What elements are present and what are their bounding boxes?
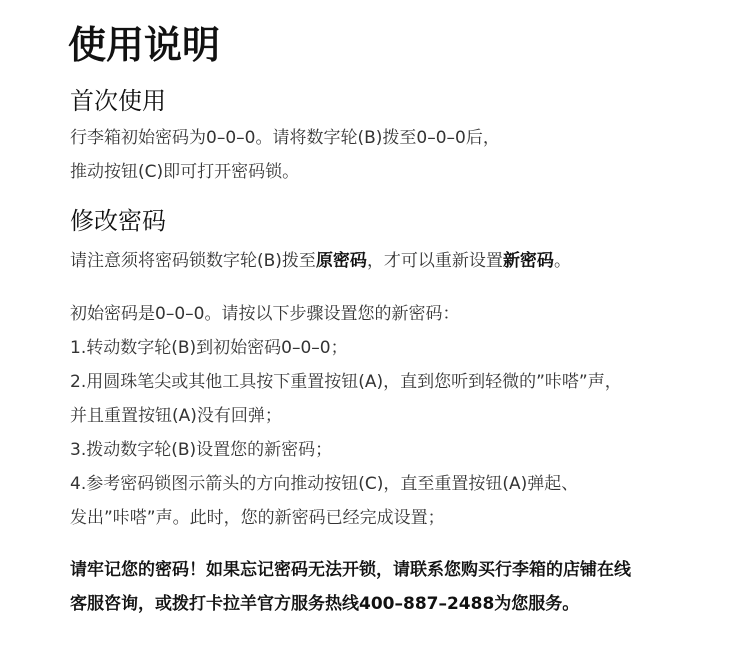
- steps-intro: 初始密码是0–0–0。请按以下步骤设置您的新密码：: [70, 304, 460, 324]
- section-heading-change-password: 修改密码: [70, 207, 166, 235]
- intro-text-1: 请注意须将密码锁数字轮(B)拨至: [70, 251, 316, 271]
- intro-bold-original-password: 原密码: [315, 251, 367, 271]
- step-line-3: 3.拨动数字轮(B)设置您的新密码；: [70, 440, 333, 460]
- intro-text-3: 。: [553, 251, 571, 271]
- intro-bold-new-password: 新密码: [502, 251, 554, 271]
- change-password-intro: [70, 249, 571, 273]
- step-line-4-cont: 发出”咔嗒”声。此时，您的新密码已经完成设置；: [70, 508, 445, 528]
- step-line-2-cont: 并且重置按钮(A)没有回弹；: [70, 406, 282, 426]
- notice-line-2: 客服咨询，或拨打卡拉羊官方服务热线400–887–2488为您服务。: [70, 594, 580, 614]
- page-title: 使用说明: [68, 23, 221, 67]
- step-line-2: 2.用圆珠笔尖或其他工具按下重置按钮(A)，直到您听到轻微的”咔嗒”声，: [70, 372, 622, 392]
- step-line-1: 1.转动数字轮(B)到初始密码0–0–0；: [70, 338, 348, 358]
- intro-text-2: ，才可以重新设置: [366, 251, 503, 271]
- first-use-line-2: 推动按钮(C)即可打开密码锁。: [70, 162, 300, 182]
- first-use-line-1: 行李箱初始密码为0–0–0。请将数字轮(B)拨至0–0–0后，: [70, 128, 500, 148]
- notice-line-1: 请牢记您的密码！如果忘记密码无法开锁，请联系您购买行李箱的店铺在线: [70, 560, 631, 580]
- step-line-4: 4.参考密码锁图示箭头的方向推动按钮(C)，直至重置按钮(A)弹起、: [70, 474, 579, 494]
- section-heading-first-use: 首次使用: [70, 87, 166, 115]
